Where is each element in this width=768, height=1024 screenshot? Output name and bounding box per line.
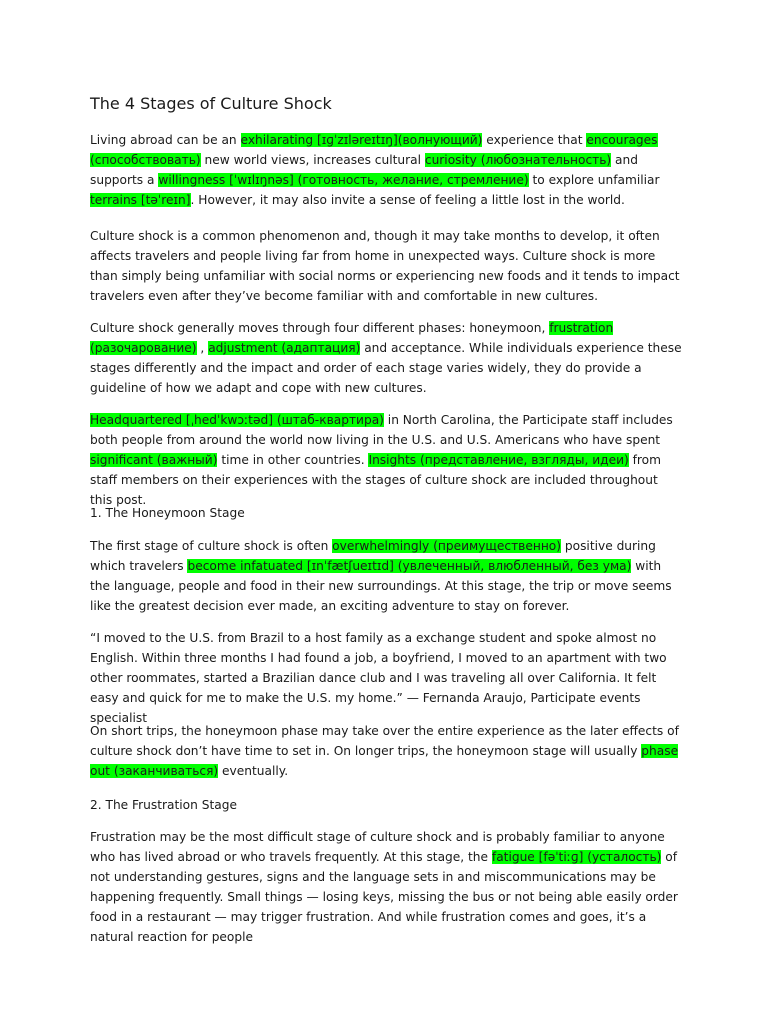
text-run: 1. The Honeymoon Stage	[90, 506, 245, 520]
text-run: and acceptance. While individuals experience these stages differently and the impact and order of each stage varies widely, they do provide a guideline of how we adapt and cope with new cultures.	[90, 341, 682, 395]
highlighted-term: frustration (разочарование)	[90, 321, 614, 355]
text-run: of not understanding gestures, signs and the language sets in and miscommunications may be happening frequently. Small things — losing keys, missing the bus or not being able easily order food in a restaurant — may trigger frustration. And while frustration comes and goes, it’s a natural reaction for people	[90, 850, 678, 944]
highlighted-term: Headquartered [ˌhedˈkwɔːtəd] (штаб-квартира)	[90, 413, 384, 427]
text-run: Culture shock generally moves through four different phases: honeymoon,	[90, 321, 550, 335]
highlighted-term: willingness [ˈwɪlɪŋnəs] (готовность, желание, стремление)	[158, 173, 529, 187]
text-run: Living abroad can be an	[90, 133, 241, 147]
paragraph-6	[90, 536, 682, 616]
section-heading-honeymoon	[90, 503, 682, 523]
paragraph-1	[90, 130, 682, 210]
text-run: new world views, increases cultural	[200, 153, 425, 167]
text-run: to explore unfamiliar	[528, 173, 660, 187]
text-run: Culture shock is a common phenomenon and, though it may take months to develop, it often affects travelers and people living far from home in unexpected ways. Culture shock is more than simply being unfamiliar with social norms or experiencing new foods and it tends to impact travelers even after they’ve become familiar with and comfortable in new cultures.	[90, 229, 680, 303]
text-run: 2. The Frustration Stage	[90, 798, 237, 812]
highlighted-term: Insights (представление, взгляды, идеи)	[368, 453, 629, 467]
paragraph-8	[90, 721, 682, 781]
text-run: Frustration may be the most difficult stage of culture shock and is probably familiar to anyone who has lived abroad or who travels frequently. At this stage, the	[90, 830, 665, 864]
highlighted-term: exhilarating [ɪɡˈzɪləreɪtɪŋ](волнующий)	[240, 133, 483, 147]
text-run: The first stage of culture shock is often	[90, 539, 333, 553]
text-run: from staff members on their experiences with the stages of culture shock are included throughout this post.	[90, 453, 662, 507]
highlighted-term: phase out (заканчиваться)	[90, 744, 679, 778]
text-run: ,	[196, 341, 209, 355]
text-run: in North Carolina, the Participate staff includes both people from around the world now living in the U.S. and U.S. Americans who have spent	[90, 413, 673, 447]
paragraph-7	[90, 628, 682, 728]
text-run: with the language, people and food in their new surroundings. At this stage, the trip or move seems like the greatest decision ever made, an exciting adventure to stay on forever.	[90, 559, 672, 613]
highlighted-term: become infatuated [ɪnˈfætʃueɪtɪd] (увлеченный, влюбленный, без ума)	[187, 559, 632, 573]
highlighted-term: significant (важный)	[90, 453, 218, 467]
paragraph-2	[90, 226, 682, 306]
highlighted-term: fatigue [fəˈtiːɡ] (усталость)	[491, 850, 662, 864]
text-run: positive during which travelers	[90, 539, 656, 573]
text-run: . However, it may also invite a sense of feeling a little lost in the world.	[190, 193, 625, 207]
highlighted-term: terrains [təˈreɪn]	[90, 193, 191, 207]
text-run: time in other countries.	[217, 453, 369, 467]
text-run: “I moved to the U.S. from Brazil to a host family as a exchange student and spoke almost no English. Within three months I had found a job, a boyfriend, I moved to an apartment with two other roommates, started a Brazilian dance club and I was traveling all over California. It felt easy and quick for me to make the U.S. my home.” — Fernanda Araujo, Participate events specialist	[90, 631, 667, 725]
paragraph-3	[90, 318, 682, 398]
highlighted-term: overwhelmingly (преимущественно)	[332, 539, 562, 553]
text-run: eventually.	[218, 764, 289, 778]
highlighted-term: curiosity (любознательность)	[424, 153, 612, 167]
text-run: and supports a	[90, 153, 638, 187]
highlighted-term: adjustment (адаптация)	[208, 341, 361, 355]
text-run: experience that	[482, 133, 587, 147]
paragraph-4	[90, 410, 682, 510]
section-heading-frustration	[90, 795, 682, 815]
document-title: The 4 Stages of Culture Shock	[90, 94, 332, 113]
highlighted-term: encourages (способствовать)	[90, 133, 658, 167]
paragraph-10	[90, 827, 682, 947]
text-run: On short trips, the honeymoon phase may take over the entire experience as the later effects of culture shock don’t have time to set in. On longer trips, the honeymoon stage will usually	[90, 724, 679, 758]
